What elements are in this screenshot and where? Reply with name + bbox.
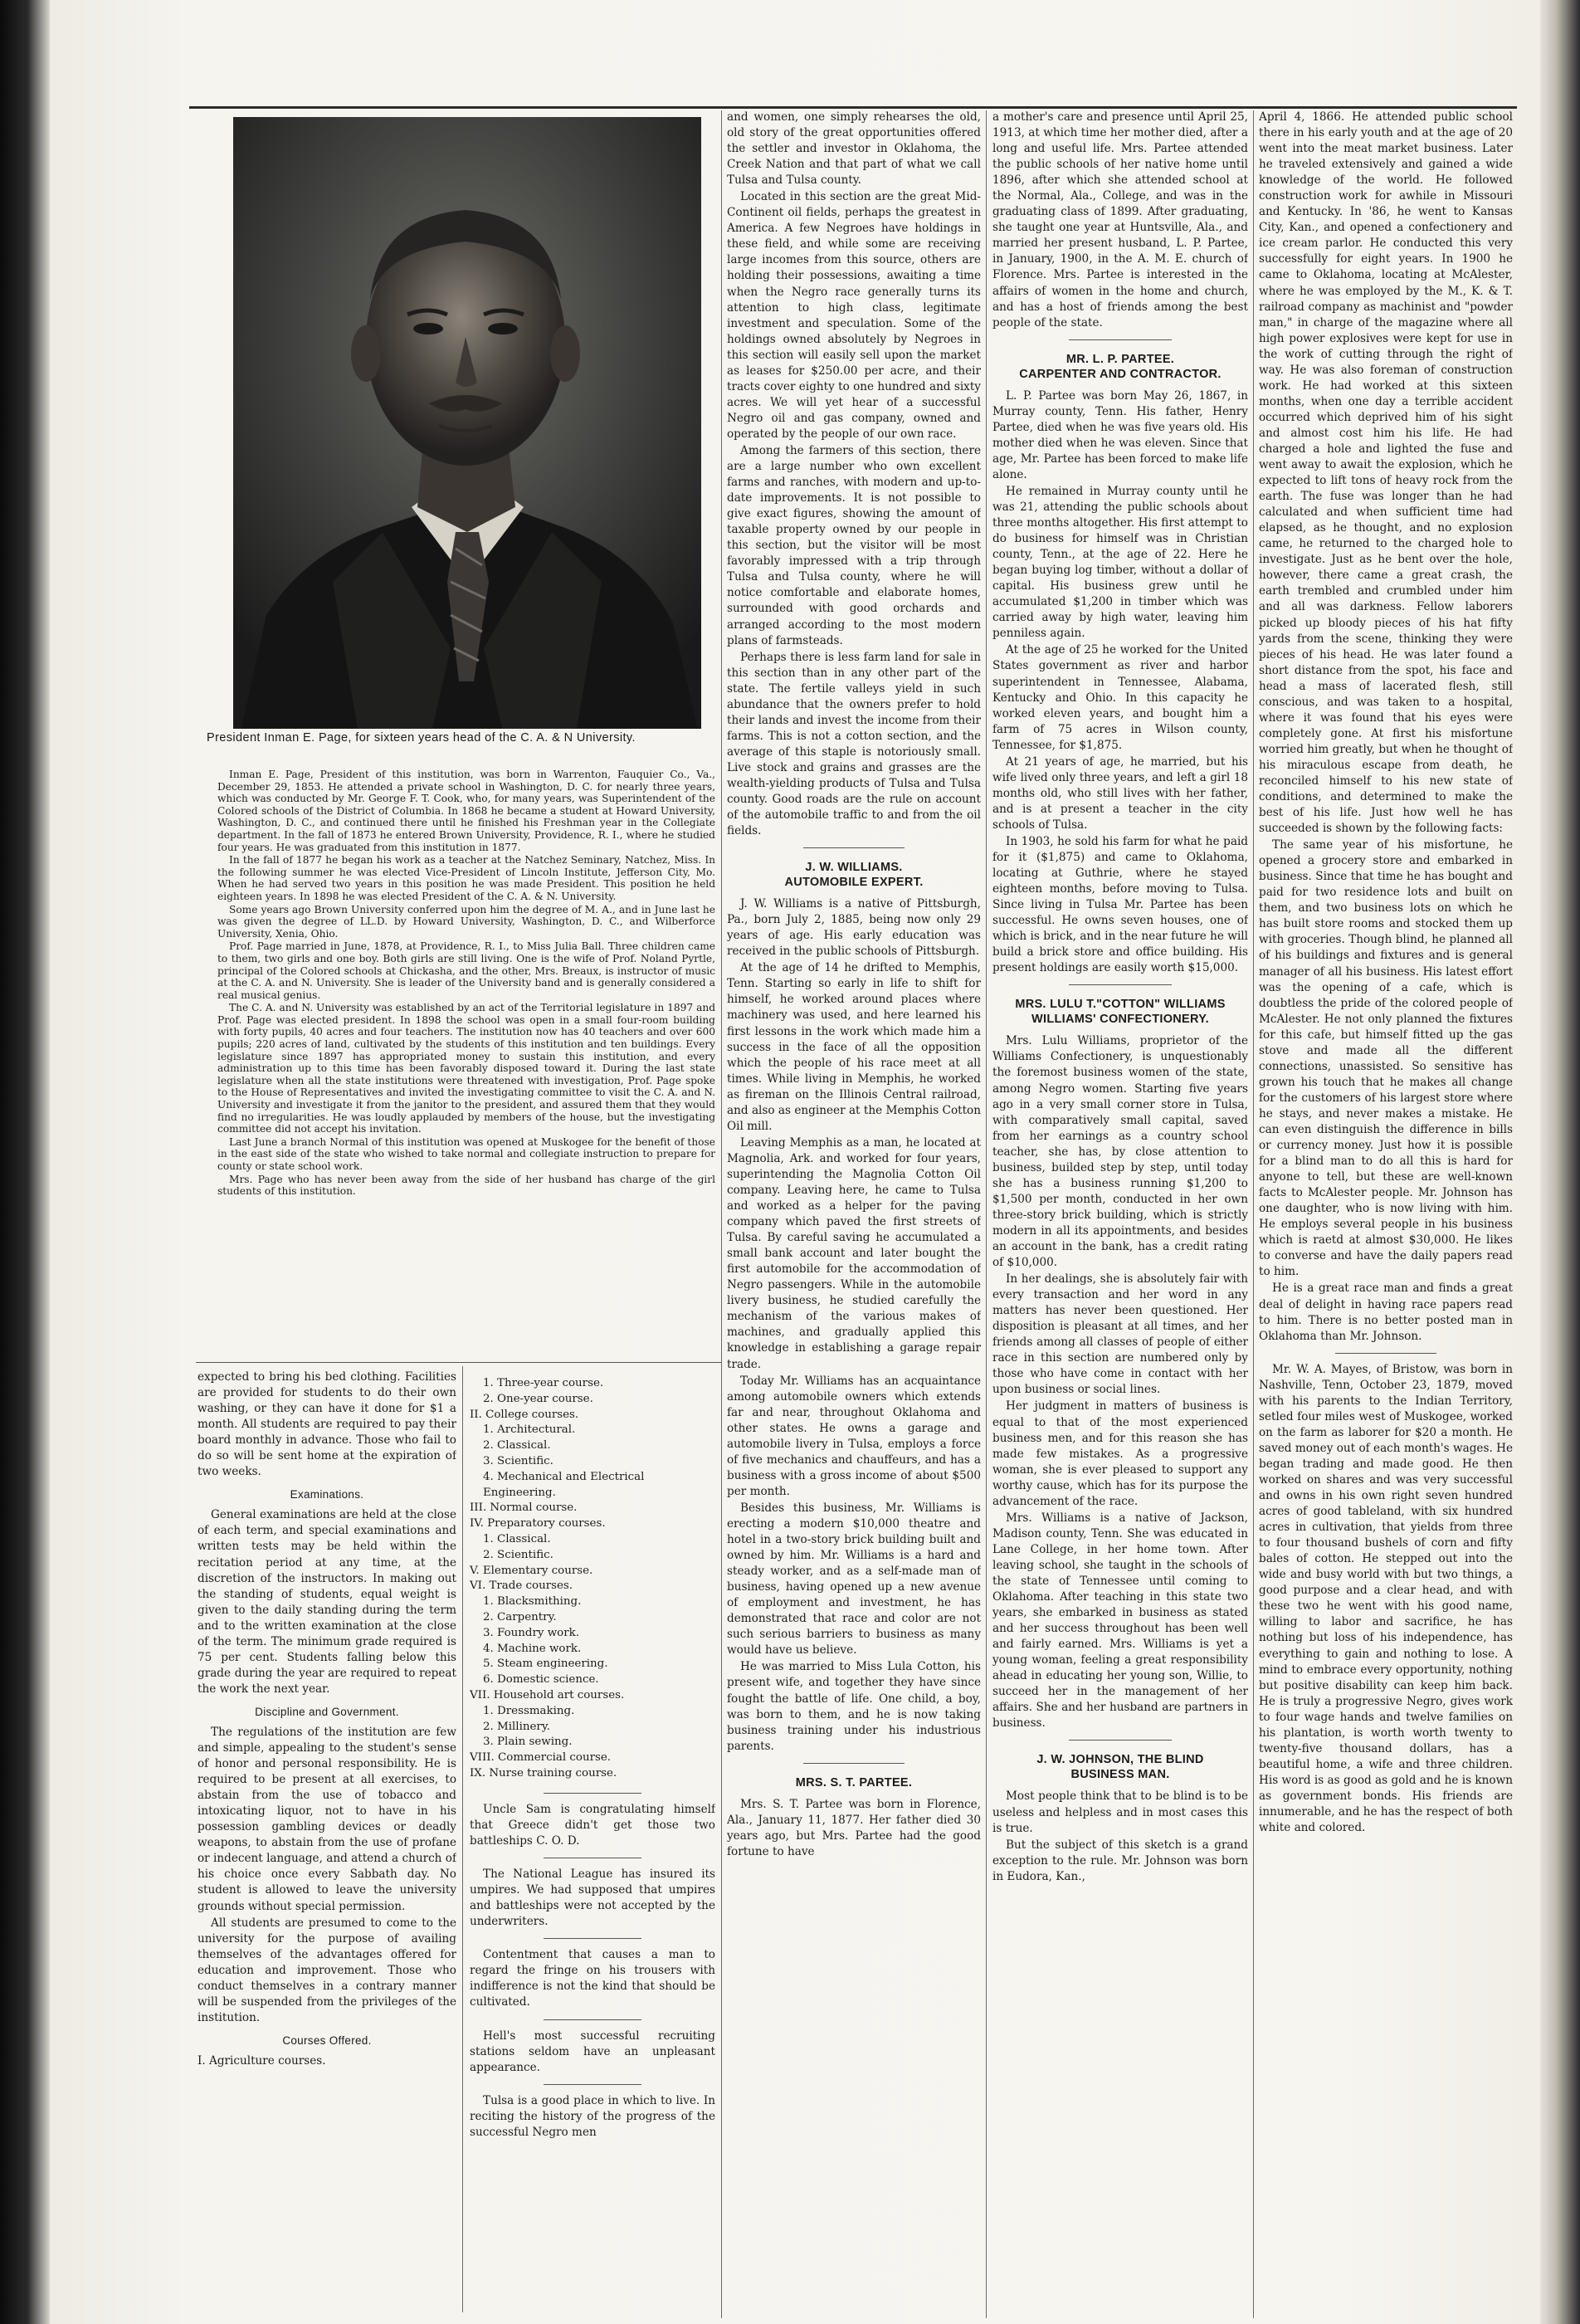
section-heading: Courses Offered. [282, 2034, 372, 2047]
paragraph: I. Agriculture courses. [198, 2053, 326, 2068]
paragraph: and women, one simply rehearses the old, old story of the great opportunities offered the settler and investor in Oklahoma, the Creek Nation and that part of what we call Tulsa and Tulsa county. [727, 110, 981, 188]
course-item: 2. Classical. [483, 1439, 551, 1452]
paragraph: General examinations are held at the close of each term, and special examinations and written tests may be held within the recitation period at any time, at the discretion of the instructors. In making out the standing of students, equal weight is given to the daily standing during the term and to the written examination at the close of the term. The minimum grade required is 75 per cent. Students falling below this grade during the year are required to repeat the work the next year. [198, 1508, 456, 1696]
article-heading: MR. L. P. PARTEE. [1066, 352, 1175, 366]
article-heading: MRS. S. T. PARTEE. [795, 1775, 913, 1789]
paragraph: He remained in Murray county until he was 21, attending the public schools about three months altogether. His first attempt to do business for himself was in Christian county, Tenn., at the age of 22. Here he began buying log timber, without a dollar of capital. His business grew until he accumulated $1,200 in timber which was carried away by high water, leaving him penniless again. [992, 484, 1248, 641]
column-rule [986, 110, 987, 2318]
column-rule [1253, 110, 1254, 2318]
partee-williams-column [992, 110, 1248, 2317]
paragraph: At the age of 25 he worked for the United States government as river and harbor superintendent in Tennessee, Alabama, Kentucky and Ohio. In this capacity he worked eleven years, and bought him a farm of 75 acres in Wilson county, Tennessee, for $1,875. [992, 643, 1248, 752]
paragraph: Besides this business, Mr. Williams is erecting a modern $10,000 theatre and hotel in a two-story brick building built and owned by him. Mr. Williams is a hard and steady worker, and as a self-made man of business, having opened up a new avenue of employment and investment, he has demonstrated that race and color are not such serious barriers to business as many would have us believe. [727, 1501, 981, 1658]
separator [544, 2019, 641, 2020]
section-heading: Examinations. [290, 1488, 364, 1501]
scan-right-edge [1540, 0, 1580, 2324]
paragraph: All students are presumed to come to the university for the purpose of availing themselves of the advantages offered for education and improvement. Those who conduct themselves in a contrary manner will be suspended from the privileges of the institution. [198, 1916, 456, 2024]
article-heading: J. W. JOHNSON, THE BLIND [1036, 1753, 1204, 1767]
course-item: 3. Scientific. [483, 1454, 553, 1467]
course-item: II. College courses. [470, 1408, 579, 1421]
course-item: 6. Domestic science. [483, 1673, 599, 1687]
article-subheading: AUTOMOBILE EXPERT. [784, 876, 924, 890]
university-regulations-article [198, 1370, 456, 2316]
course-item: 1. Blacksmithing. [483, 1595, 582, 1609]
article-subheading: CARPENTER AND CONTRACTOR. [1019, 367, 1222, 381]
paragraph: The National League has insured its umpires. We had supposed that umpires and battleships were not accepted by the underwriters. [470, 1868, 715, 1929]
separator [1335, 1353, 1436, 1354]
paragraph: Among the farmers of this section, there are a large number who own excellent farms and ranches, with modern and up-to-date improvements. It is not possible to give exact figures, showing the amount of taxable property owned by our people in this section, but the visitor will be most favorably impressed with a trip through Tulsa and Tulsa county, where he will notice comfortable and elaborate homes, surrounded with good orchards and arranged according to the most modern plans of farmsteads. [727, 443, 981, 647]
course-item: V. Elementary course. [470, 1564, 593, 1577]
course-item: III. Normal course. [470, 1501, 578, 1515]
course-item: 2. Carpentry. [483, 1610, 557, 1623]
paragraph: In her dealings, she is absolutely fair with every transaction and her word in any matters has never been questioned. Her disposition is pleasant at all times, and her friends among all classes of people of either race in this section are numbered only by those who have come in contact with her upon business or social lines. [992, 1272, 1248, 1397]
photo-caption: President Inman E. Page, for sixteen years head of the C. A. & N University. [207, 731, 636, 745]
page-biography-article [217, 769, 715, 1358]
column-rule [462, 1366, 463, 2312]
course-item: 4. Mechanical and Electrical Engineering. [483, 1470, 645, 1499]
course-item: 5. Steam engineering. [483, 1658, 608, 1671]
paragraph: Located in this section are the great Mid-Continent oil fields, perhaps the greatest in America. A few Negroes have holdings in these field, and while some are receiving large incomes from this source, others are holding their possessions, awaiting a time when the Negro race generally turns its attention to high class, legitimate investment and speculation. Some of the holdings owned absolutely by Negroes in this section will easily sell upon the market as leases for $250.00 per acre, and their tracts cover eighty to one hundred and sixty acres. We will yet hear of a successful Negro oil and gas company, owned and operated by the people of our own race. [727, 190, 981, 441]
course-item: 3. Foundry work. [483, 1626, 579, 1639]
course-item: 2. One-year course. [483, 1392, 593, 1405]
paragraph: Inman E. Page, President of this institution, was born in Warrenton, Fauquier Co., Va., December 29, 1853. He attended a private school in Washington, D. C. for nearly three years, which was conducted by Mr. George F. T. Cook, who, for many years, was Superintendent of the Colored schools of the District of Columbia. In 1868 he became a student at Howard University, Washington, D. C., and continued there until he finished his Freshman year in the Collegiate department. In the fall of 1873 he entered Brown University, Providence, R. I., where he studied four years. He was graduated from this institution in 1877. [217, 769, 715, 853]
paragraph: Mrs. Williams is a native of Jackson, Madison county, Tenn. She was educated in Lane College, in her home town. After leaving school, she taught in the schools of the state of Tennessee until coming to Oklahoma. After teaching in this state two years, she embarked in business as stated and her success throughout has been well and fairly earned. Mrs. Williams is yet a young woman, feeling a great responsibility ahead in educating her young son, Willie, to succeed her in the management of her affairs. She and her husband are partners in business. [992, 1511, 1248, 1731]
course-item: 2. Scientific. [483, 1548, 553, 1561]
separator [544, 1938, 641, 1939]
scan-left-edge [0, 0, 50, 2324]
paragraph: Mrs. Page who has never been away from the side of her husband has charge of the girl students of this institution. [217, 1173, 715, 1198]
courses-list [470, 1376, 719, 1782]
separator [1069, 1740, 1171, 1741]
separator [803, 847, 905, 848]
paragraph: But the subject of this sketch is a grand exception to the rule. Mr. Johnson was born in Eudora, Kan., [992, 1838, 1248, 1883]
paragraph: Some years ago Brown University conferred upon him the degree of M. A., and in June last he was given the degree of LL.D. by Howard University, Washington, D. C., and Wilberforce University, Xenia, Ohio. [217, 903, 715, 940]
paragraph: Her judgment in matters of business is equal to that of the most experienced business men, and for this reason she has made few mistakes. As a progressive woman, she is ever pleased to support any worthy cause, which has for its purpose the advancement of the race. [992, 1399, 1248, 1508]
paragraph: Mrs. S. T. Partee was born in Florence, Ala., January 11, 1877. Her father died 30 years ago, but Mrs. Partee had the good fortune to have [727, 1797, 981, 1858]
separator [544, 2084, 641, 2085]
course-item: 3. Plain sewing. [483, 1736, 573, 1749]
paragraph: In 1903, he sold his farm for what he paid for it ($1,875) and came to Oklahoma, locating at Guthrie, where he stayed eighteen months, before moving to Tulsa. Since living in Tulsa Mr. Partee has been successful. He owns seven houses, one of which is brick, and in the near future he will build a brick store and office building. His present holdings are easily worth $15,000. [992, 834, 1248, 975]
article-heading: MRS. LULU T."COTTON" WILLIAMS [1015, 998, 1226, 1012]
column-rule [721, 110, 722, 2318]
paragraph: Leaving Memphis as a man, he located at Magnolia, Ark. and worked for four years, superintending the Magnolia Cotton Oil company. Leaving here, he came to Tulsa and worked as a helper for the paving company which paved the first streets of Tulsa. By careful saving he accumulated a small bank account and later bought the first automobile for the accommodation of Negro passengers. While in the automobile livery business, he studied carefully the mechanism of the various makes of machines, and gradually applied this knowledge in establishing a garage repair trade. [727, 1135, 981, 1371]
paragraph: Perhaps there is less farm land for sale in this section than in any other part of the state. The fertile valleys yield in such abundance that the owners prefer to hold their lands and invest the income from their farms. This is not a cotton section, and the average of this staple is notoriously small. Live stock and grains and grasses are the wealth-yielding products of Tulsa and Tulsa county. Good roads are the rule on account of the automobile traffic to and from the oil fields. [727, 650, 981, 838]
paragraph: Mrs. Lulu Williams, proprietor of the Williams Confectionery, is unquestionably the foremost business women of the state, among Negro women. Starting five years ago in a very small corner store in Tulsa, with comparatively small capital, saved from her earnings as a country school teacher, she has, by close attention to business, builded step by step, until today she has a business running $1,200 to $1,500 per month, conducted in her own three-story brick building, which is strictly modern in all its appointments, and besides an account in the bank, has a credit rating of $10,000. [992, 1034, 1248, 1270]
paragraph: a mother's care and presence until April 25, 1913, at which time her mother died, after a long and useful life. Mrs. Partee attended the public schools of her native home until 1896, after which she attended school at the Normal, Ala., College, and was in the graduating class of 1899. After graduating, she taught one year at Huntsville, Ala., and married her present husband, L. P. Partee, in January, 1900, in the A. M. E. church of Florence. Mrs. Partee is interested in the affairs of women in the home and church, and has a host of friends among the best people of the state. [992, 110, 1248, 330]
paragraph: J. W. Williams is a native of Pittsburgh, Pa., born July 2, 1885, being now only 29 years of age. His early education was received in the public schools of Pittsburgh. [727, 897, 981, 959]
paragraph: Mr. W. A. Mayes, of Bristow, was born in Nashville, Tenn, October 23, 1879, moved with his parents to the Indian Territory, setled four miles west of Muskogee, worked on the farm as laborer for $20 a month. He saved money out of each month's wages. He began trading and made good. He then worked on shares and was very successful and owns in his own right seven hundred acres of good tableland, with six hundred acres in cultivation, that yields from three to four thousand bushels of corn and fifty bales of cotton. He stepped out into the wide and busy world with but two things, a good purpose and a clear head, and with these two he went with his good name, willing to labor and sacrifice, he has nothing but loss of his independence, has everything to gain and nothing to lose. A mind to embrace every opportunity, nothing but positive disability can keep him back. He is truly a progressive Negro, gives work to four wage hands and twelve families on his plantation, is worth worth twenty to twenty-five thousand dollars, has a beautiful home, a wife and three children. His word is as good as gold and he is known as government bonds. His friends are innumerable, and he has the respect of both white and colored. [1259, 1362, 1513, 1835]
paragraph: At the age of 14 he drifted to Memphis, Tenn. Starting so early in life to shift for himself, he worked around places where machinery was used, and here learned his first lessons in the work which made him a success in the face of all the opposition which the people of his race meet at all times. While living in Memphis, he worked as fireman on the Illinois Central railroad, and also as engineer at the Memphis Cotton Oil mill. [727, 961, 981, 1133]
course-item: VIII. Commercial course. [470, 1751, 612, 1765]
course-item: 1. Architectural. [483, 1423, 576, 1437]
article-subheading: BUSINESS MAN. [1070, 1768, 1170, 1782]
paragraph: Uncle Sam is congratulating himself that Greece didn't get those two battleships C. O. D. [470, 1803, 715, 1848]
paragraph: The same year of his misfortune, he opened a grocery store and embarked in business. Since that time he has bought and paid for two residence lots and built on them, and two business lots on which he has built store rooms and stocked them up with groceries. Though blind, he planned all of his buildings and fixtures and is general manager of all his business. His latest effort was the opening of a cafe, which is doubtless the pride of the colored people of McAlester. He not only planned the fixtures for this cafe, but himself fitted up the gas stove and made all the different connections, unassisted. So sensitive has grown his touch that he makes all change for the customers of his largest store where he stays, and never makes a mistake. He can even distinguish the difference in bills or currency money. Just how it is possible for a blind man to do all this is hard for anyone to tell, but these are well-known facts to McAlester people. Mr. Johnson has one daughter, who is now living with him. He employs several people in his business which is raetd at almost $30,000. He likes to converse and have the daily papers read to him. [1259, 838, 1513, 1279]
course-item: 1. Three-year course. [483, 1377, 604, 1389]
course-item: 1. Classical. [483, 1532, 551, 1545]
paragraph: Hell's most successful recruiting stations seldom have an unpleasant appearance. [470, 2029, 715, 2074]
course-item: IV. Preparatory courses. [470, 1517, 606, 1531]
paragraph: In the fall of 1877 he began his work as a teacher at the Natchez Seminary, Natchez, Miss. In the following summer he was elected Vice-President of Lincoln Institute, Jefferson City, Mo. When he had served two years in this position he was made President. This position he held eighteen years. In 1898 he was elected President of the C. A. & N. University. [217, 854, 715, 902]
separator [544, 1793, 641, 1794]
section-heading: Discipline and Government. [255, 1705, 399, 1718]
paragraph: Most people think that to be blind is to be useless and helpless and in most cases this is true. [992, 1789, 1248, 1835]
course-item: VI. Trade courses. [470, 1579, 573, 1593]
paragraph: At 21 years of age, he married, but his wife lived only three years, and left a girl 18 months old, who still lives with her father, and is at present a teacher in the city schools of Tulsa. [992, 754, 1248, 832]
johnson-mayes-column [1259, 110, 1513, 2317]
course-item: 1. Dressmaking. [483, 1704, 575, 1717]
course-item: 4. Machine work. [483, 1642, 582, 1655]
separator [1069, 984, 1171, 985]
paragraph: Last June a branch Normal of this institution was opened at Muskogee for the benefit of those in the east side of the state who wished to take normal and collegiate instruction to prepare for county or state school work. [217, 1135, 715, 1172]
course-item: VII. Household art courses. [470, 1688, 625, 1702]
paragraph: expected to bring his bed clothing. Facilities are provided for students to do their own washing, or they can have it done for $1 a month. All students are required to pay their board monthly in advance. Those who fail to do so will be sent home at the expiration of two weeks. [198, 1370, 456, 1479]
section-rule [196, 1362, 721, 1363]
paragraph: L. P. Partee was born May 26, 1867, in Murray county, Tenn. His father, Henry Partee, died when he was five years old. His mother died when he was eleven. Since that age, Mr. Partee has been forced to make life alone. [992, 388, 1248, 481]
filler-paragraphs [470, 1784, 715, 2316]
top-rule [189, 106, 1517, 109]
paragraph: Tulsa is a good place in which to live. In reciting the history of the progress of the successful Negro men [470, 2093, 715, 2139]
paragraph: April 4, 1866. He attended public school there in his early youth and at the age of 20 went into the meat market business. Later he traveled extensively and gained a wide knowledge of the world. He followed construction work for awhile in Missouri and Kentucky. In '86, he went to Kansas City, Kan., and opened a confectionery and ice cream parlor. He conducted this very successfully for eight years. In 1900 he came to Oklahoma, locating at McAlester, where he was employed by the M., K. & T. railroad company as machinist and "powder man," in charge of the magazine where all high power explosives were kept for use in the work of cutting through the right of way. He was also foreman of construction work. He had worked at this sixteen months, when one day a terrible accident occurred which deprived him of his sight and almost cost him his life. He had charged a hole and lighted the fuse and went away to await the explosion, which he expected to lift tons of heavy rock from the earth. The fuse was longer than he had calculated and when sufficient time had elapsed, as he thought, and no explosion came, he returned to the charged hole to investigate. Just as he bent over the hole, however, there came a great crash, the earth trembled and crumbled under him and all was darkness. Fellow laborers picked up bloody pieces of his hat fifty yards from the scene, thinking they were pieces of his head. He was later found a short distance from the spot, his face and head a mass of lacerated flesh, still conscious, and was taken to a hospital, where it was found that his eyes were completely gone. At first his misfortune worried him greatly, but when he thought of his miraculous escape from death, he reconciled himself to his new state of conditions, and determined to make the best of his life. Just how well he has succeeded is shown by the following facts: [1259, 110, 1513, 836]
separator [1069, 339, 1171, 340]
course-item: IX. Nurse training course. [470, 1766, 617, 1780]
paragraph: Today Mr. Williams has an acquaintance among automobile owners which extends far and near, throughout Oklahoma and other states. He owns a garage and automobile livery in Tulsa, employs a force of five mechanics and chauffeurs, and has a business with a gross income of about $500 per month. [727, 1374, 981, 1498]
article-subheading: WILLIAMS' CONFECTIONERY. [1031, 1013, 1209, 1027]
separator [803, 1763, 905, 1764]
paragraph: Prof. Page married in June, 1878, at Providence, R. I., to Miss Julia Ball. Three children came to them, two girls and one boy. Both girls are still living. One is the wife of Prof. Noland Pyrtle, principal of the Colored schools at Chickasha, and the other, Mrs. Breaux, is instructor of music at the C. A. and N. University. She is leader of the University band and is generally considered a real musical genius. [217, 940, 715, 1001]
paragraph: Contentment that causes a man to regard the fringe on his trousers with indifference is not the kind that should be cultivated. [470, 1948, 715, 2009]
course-item: 2. Millinery. [483, 1720, 550, 1733]
paragraph: The regulations of the institution are few and simple, appealing to the student's sense of honor and personal responsibility. He is required to be present at all exercises, to abstain from the use of tobacco and intoxicating liquor, not to have in his possession gambling devices or deadly weapons, to abstain from the use of profane or indecent language, and attend a church of his choice once every Sabbath day. No student is allowed to leave the university grounds without special permission. [198, 1725, 456, 1913]
paragraph: He is a great race man and finds a great deal of delight in having race papers read to him. There is no better posted man in Oklahoma than Mr. Johnson. [1259, 1282, 1513, 1343]
article-heading: J. W. WILLIAMS. [805, 861, 903, 875]
paragraph: He was married to Miss Lula Cotton, his present wife, and together they have since fought the battle of life. One child, a boy, was born to them, and he is now taking business training under his industrious parents. [727, 1660, 981, 1753]
portrait-photo [233, 117, 701, 729]
paragraph: The C. A. and N. University was established by an act of the Territorial legislature in 1897 and Prof. Page was elected president. In 1898 the school was open in a small four-room building with forty pupils, 40 acres and four teachers. The institution now has 40 teachers and over 600 pupils; 220 acres of land, cultivated by the students of this institution and ten buildings. Every legislature since 1897 has appropriated money to sustain this institution, and every administration up to this time has been favorably disposed toward it. During the last state legislature when all the state institutions were threatened with investigation, Prof. Page spoke to the House of Representatives and invited the investigating committee to visit the C. A. and N. University and investigate it from the janitor to the president, and assured them that they would find no irregularities. He was loudly applauded by members of the house, but the investigating committee did not accept his invitation. [217, 1002, 715, 1135]
tulsa-article-column [727, 110, 981, 2317]
